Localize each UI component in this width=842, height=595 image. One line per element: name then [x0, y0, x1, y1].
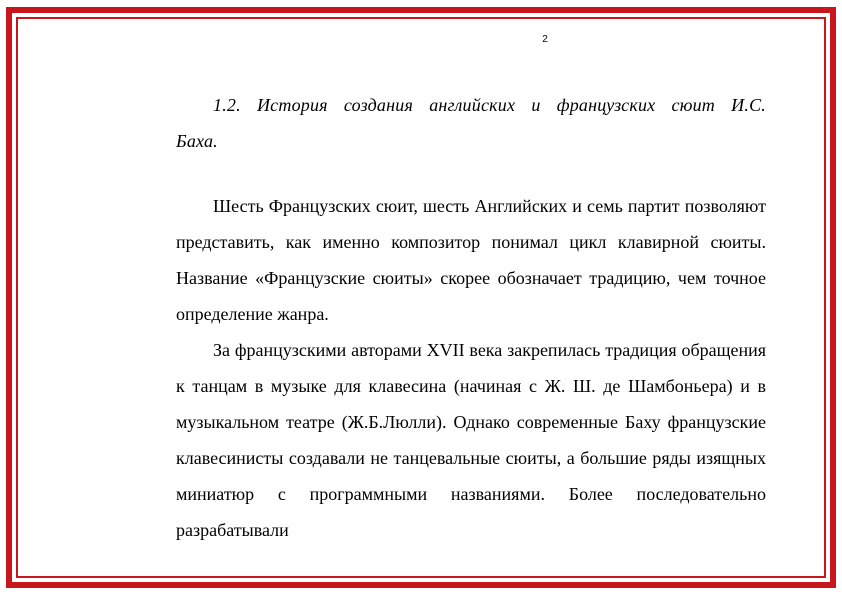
page-number: 2: [542, 34, 548, 45]
section-heading: 1.2. История создания английских и французских сюит И.С. Баха.: [176, 95, 766, 151]
paragraph: За французскими авторами XVII века закрепилась традиция обращения к танцам в музыке для клавесина (начиная с Ж. Ш. де Шамбоньера) и в музыкальном театре (Ж.Б.Люлли). Однако современные Баху французские клавесинисты создавали не танцевальные сюиты, а большие ряды изящных миниатюр с программными названиями. Более последовательно разрабатывали: [176, 340, 766, 540]
paragraph: Шесть Французских сюит, шесть Английских и семь партит позволяют представить, как именно композитор понимал цикл клавирной сюиты. Название «Французские сюиты» скорее обозначает традицию, чем точное определение жанра.: [176, 196, 766, 324]
